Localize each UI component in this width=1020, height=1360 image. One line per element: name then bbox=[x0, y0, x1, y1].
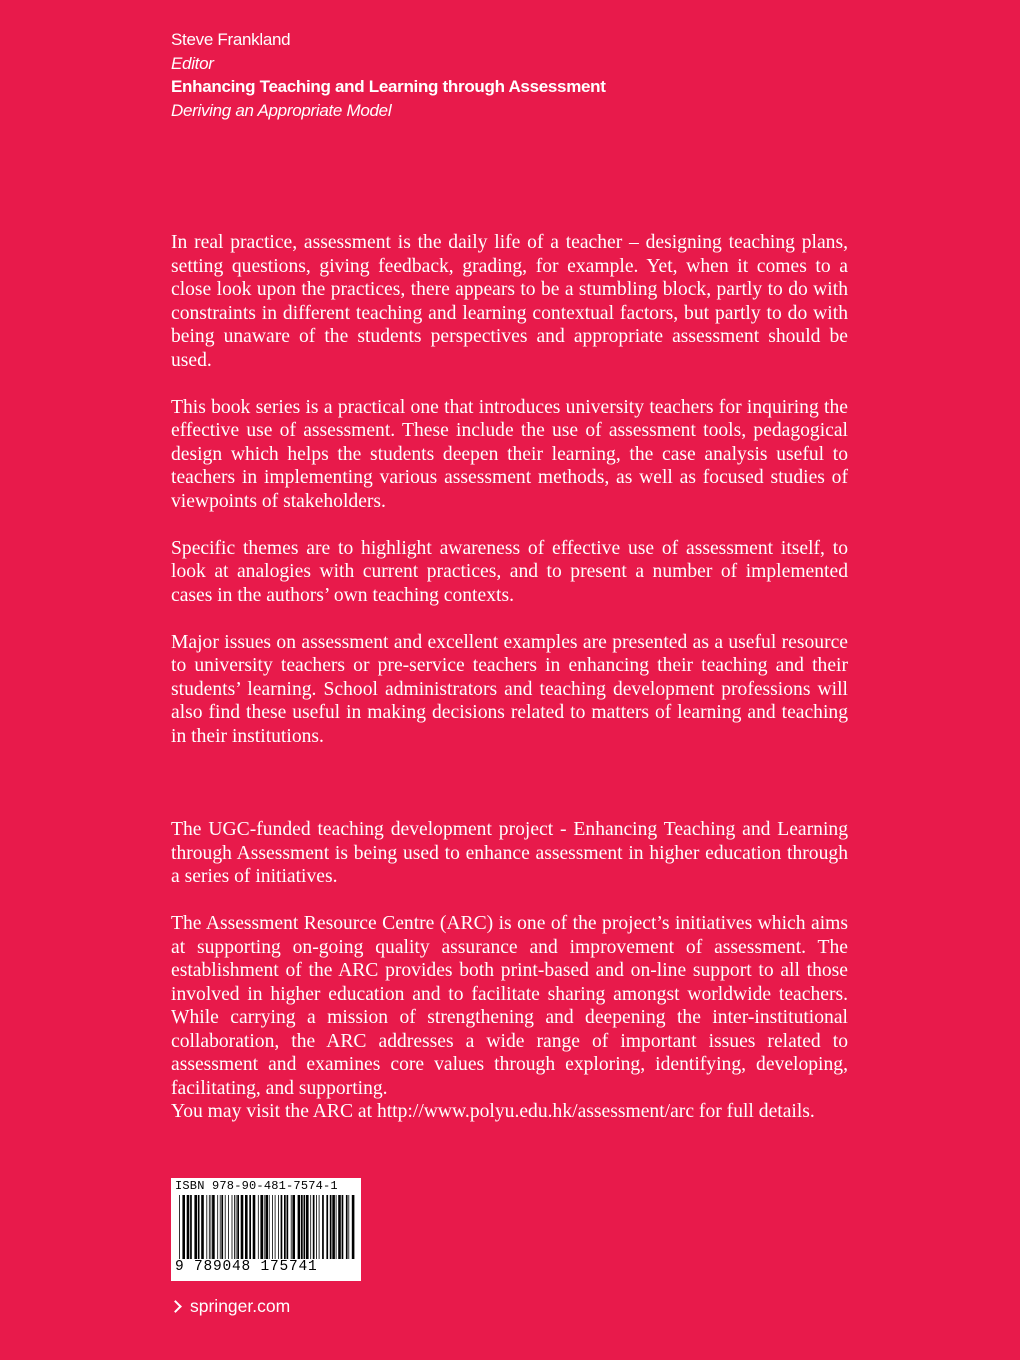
barcode-bar bbox=[258, 1195, 259, 1261]
barcode-bar bbox=[209, 1195, 210, 1261]
ean-digits: 9 789048 175741 bbox=[175, 1259, 355, 1275]
barcode-bar bbox=[304, 1195, 306, 1261]
barcode-bar bbox=[352, 1195, 355, 1261]
barcode-bar bbox=[284, 1195, 286, 1261]
barcode-bar bbox=[291, 1195, 292, 1261]
barcode-bar bbox=[212, 1195, 215, 1261]
barcode-bar bbox=[272, 1195, 273, 1261]
barcode-bar bbox=[241, 1195, 244, 1261]
barcode-bar bbox=[179, 1195, 180, 1261]
isbn-barcode bbox=[171, 1178, 361, 1281]
barcode-bar bbox=[253, 1195, 256, 1261]
barcode-bar bbox=[342, 1195, 344, 1261]
barcode-bar bbox=[190, 1195, 192, 1261]
springer-link[interactable] bbox=[171, 1296, 290, 1317]
barcode-bar bbox=[336, 1195, 337, 1261]
book-header bbox=[171, 28, 606, 122]
barcode-bar bbox=[346, 1195, 348, 1261]
barcode-bar bbox=[211, 1195, 212, 1261]
barcode-bar bbox=[281, 1195, 283, 1261]
barcode-bar bbox=[287, 1195, 289, 1261]
barcode-bar bbox=[194, 1195, 197, 1261]
barcode-bar bbox=[245, 1195, 248, 1261]
barcode-bar bbox=[198, 1195, 200, 1261]
barcode-bar bbox=[249, 1195, 251, 1261]
author-role: Editor bbox=[171, 53, 214, 73]
barcode-bar bbox=[330, 1195, 332, 1261]
barcode-bar bbox=[237, 1195, 239, 1261]
barcode-bar bbox=[221, 1195, 223, 1261]
barcode-bar bbox=[225, 1195, 226, 1261]
barcode-bar bbox=[265, 1195, 268, 1261]
barcode-bar bbox=[310, 1195, 311, 1261]
arc-paragraph: The UGC-funded teaching development project - Enhancing Teaching and Learning through Assessment is being used to enhance assessment in higher education through a series of initiatives. bbox=[171, 819, 848, 887]
book-subtitle: Deriving an Appropriate Model bbox=[171, 100, 392, 120]
barcode-bar bbox=[326, 1195, 328, 1261]
arc-link-paragraph: You may visit the ARC at http://www.polyu.edu.hk/assessment/arc for full details. bbox=[171, 1101, 815, 1122]
description-paragraph: Specific themes are to highlight awareness of effective use of assessment itself, to look at analogies with current practices, and to present a number of implemented cases in the authors’ own teaching contexts. bbox=[171, 537, 848, 606]
arc-paragraph: The Assessment Resource Centre (ARC) is one of the project’s initiatives which aims at supporting on-going quality assurance and improvement of assessment. The establishment of the ARC provides both print-based and on-line support to all those involved in higher education and to facilitate sharing amongst worldwide teachers. While carrying a mission of strengthening and deepening the inter-institutional collaboration, the ARC addresses a wide range of important issues related to assessment and examines core values through exploring, identifying, developing, facilitating, and supporting. bbox=[171, 913, 848, 1099]
barcode-bar bbox=[206, 1195, 207, 1261]
description-paragraph: In real practice, assessment is the daily life of a teacher – designing teaching plans, setting questions, giving feedback, grading, for example. Yet, when it comes to a close look upon the practices, there appears to be a stumbling block, partly to do with constraints in different teaching and learning contextual factors, but partly to do with being unaware of the students perspectives and appropriate assessment should be used. bbox=[171, 232, 848, 371]
barcode-bar bbox=[187, 1195, 190, 1261]
barcode-bar bbox=[234, 1195, 235, 1261]
arc-description bbox=[171, 818, 848, 1124]
barcode-bar bbox=[292, 1195, 295, 1261]
barcode-bar bbox=[260, 1195, 263, 1261]
barcode-bar bbox=[220, 1195, 221, 1261]
barcode-bar bbox=[301, 1195, 303, 1261]
barcode-bar bbox=[322, 1195, 324, 1261]
book-description bbox=[171, 231, 848, 772]
barcode-bar bbox=[182, 1195, 185, 1261]
barcode-bar bbox=[275, 1195, 276, 1261]
isbn-label: ISBN 978-90-481-7574-1 bbox=[175, 1179, 338, 1193]
barcode-bar bbox=[278, 1195, 279, 1261]
barcode-bar bbox=[306, 1195, 309, 1261]
barcode-bar bbox=[313, 1195, 315, 1261]
barcode-bar bbox=[332, 1195, 335, 1261]
barcode-bar bbox=[236, 1195, 237, 1261]
barcode-bar bbox=[348, 1195, 349, 1261]
description-paragraph: Major issues on assessment and excellent examples are presented as a useful resource to university teachers or pre-service teachers in enhancing their teaching and their students’ learning. School administrators and teaching development professions will also find these useful in making decisions related to matters of learning and teaching in their institutions. bbox=[171, 631, 848, 747]
barcode-bars bbox=[179, 1195, 355, 1261]
book-title: Enhancing Teaching and Learning through Assessment bbox=[171, 77, 606, 96]
barcode-bar bbox=[269, 1195, 270, 1261]
barcode-bar bbox=[217, 1195, 218, 1261]
springer-link-label[interactable]: springer.com bbox=[190, 1296, 291, 1316]
barcode-bar bbox=[298, 1195, 301, 1261]
barcode-bar bbox=[319, 1195, 320, 1261]
barcode-bar bbox=[232, 1195, 233, 1261]
barcode-bar bbox=[316, 1195, 317, 1261]
chevron-right-icon bbox=[169, 1300, 182, 1313]
barcode-bar bbox=[264, 1195, 265, 1261]
barcode-bar bbox=[228, 1195, 229, 1261]
description-paragraph: This book series is a practical one that introduces university teachers for inquiring the effective use of assessment. These include the use of assessment tools, pedagogical design which helps the students deepen their learning, the case analysis useful to teachers in implementing various assessment methods, as well as focused studies of viewpoints of stakeholders. bbox=[171, 396, 848, 512]
barcode-bar bbox=[338, 1195, 341, 1261]
author-name: Steve Frankland bbox=[171, 30, 291, 49]
barcode-bar bbox=[201, 1195, 204, 1261]
